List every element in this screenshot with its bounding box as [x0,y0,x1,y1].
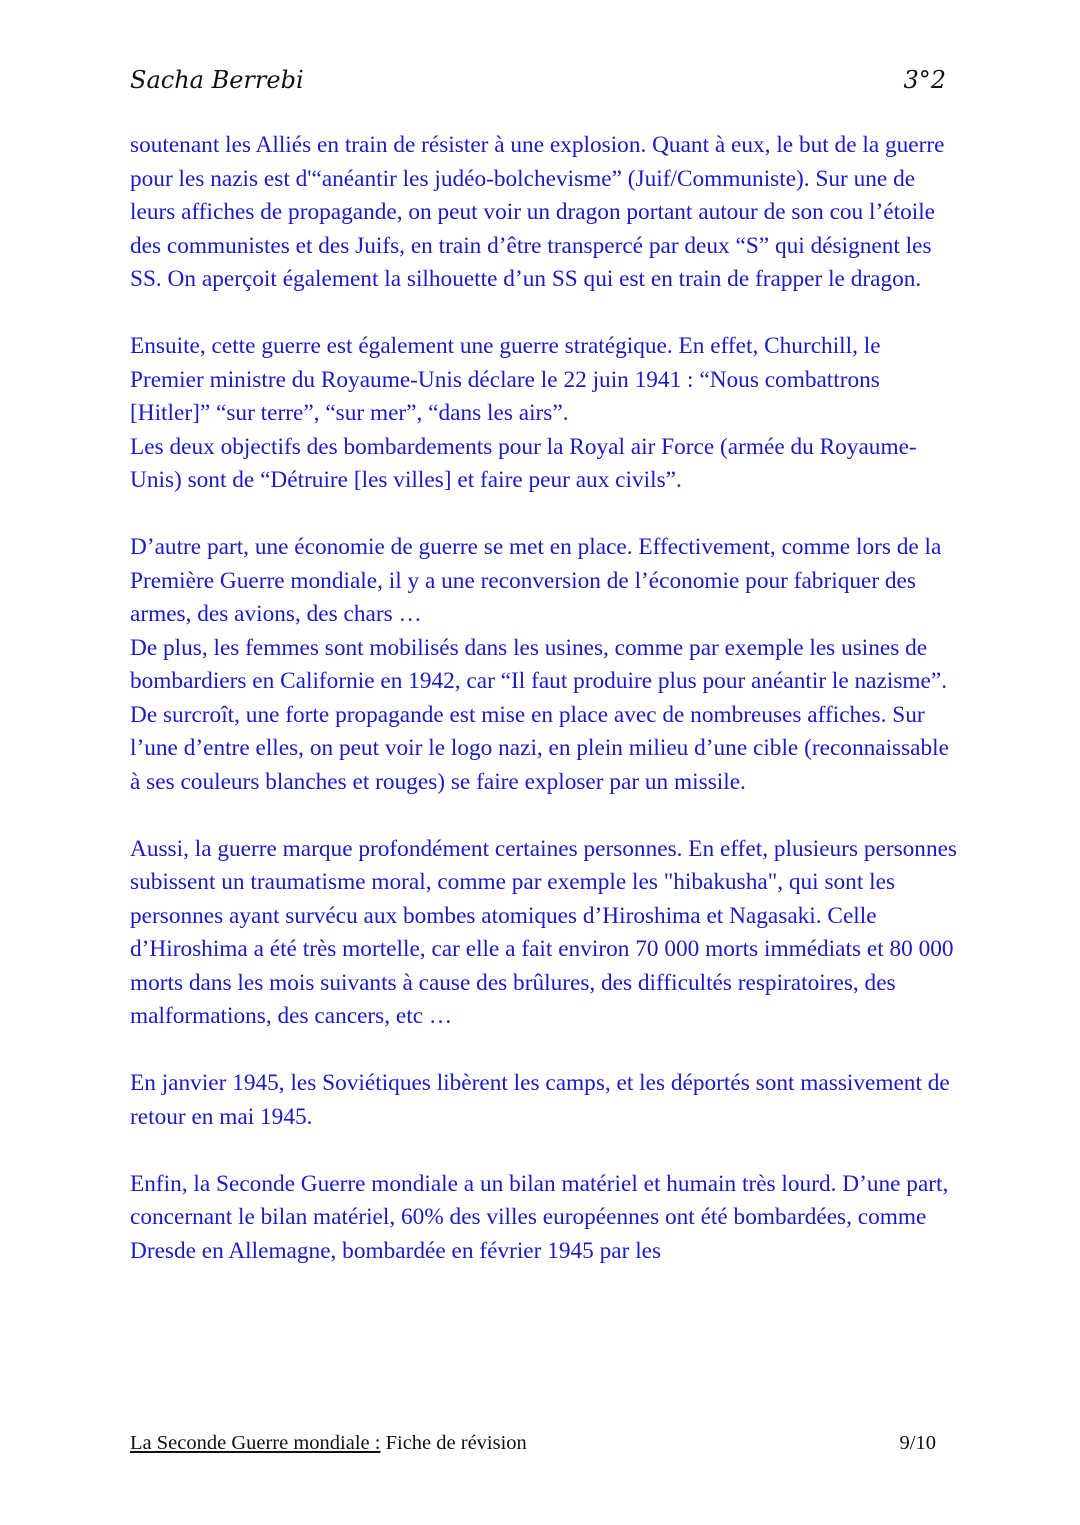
paragraph-war-toll: Enfin, la Seconde Guerre mondiale a un bilan matériel et humain très lourd. D’une part, concernant le bilan matériel, 60% des villes européennes ont été bombardées, comme Dresde en Allemagne, bombardée en février 1945 par les [130,1170,949,1264]
paragraph-war-economy: D’autre part, une économie de guerre se met en place. Effectivement, comme lors de la Première Guerre mondiale, il y a une reconversion de l’économie pour fabriquer des armes, des avions, des chars … [130,534,942,627]
paragraph-strategic-war: Ensuite, cette guerre est également une guerre stratégique. En effet, Churchill, le Premier ministre du Royaume-Unis déclare le 22 juin 1941 : “Nous combattrons [Hitler]” “sur terre”, “sur mer”, “dans les airs”. [130,333,881,426]
paragraph-propaganda: soutenant les Alliés en train de résister à une explosion. Quant à eux, le but de la guerre pour les nazis est d'“anéantir les judéo-bolchevisme” (Juif/Communiste). Sur une de leurs affiches de propagande, on peut voir un dragon portant autour de son cou l’étoile des communistes et des Juifs, en train d’être transpercé par deux “S” qui désignent les SS. On aperçoit également la silhouette d’un SS qui est en train de frapper le dragon. [130,132,945,292]
class-label: 3°2 [903,66,946,94]
page-number: 9/10 [899,1432,936,1454]
paragraph-camps-liberation: En janvier 1945, les Soviétiques libèrent les camps, et les déportés sont massivement de retour en mai 1945. [130,1070,950,1130]
footer-title-underlined: La Seconde Guerre mondiale : [130,1432,381,1454]
author-name: Sacha Berrebi [130,66,304,94]
footer-title-rest: Fiche de révision [380,1432,527,1454]
paragraph-raf-objectives: Les deux objectifs des bombardements pour la Royal air Force (armée du Royaume-Unis) sont de “Détruire [les villes] et faire peur aux civils”. [130,433,917,493]
footer-title [130,1432,527,1455]
paragraph-women-factories: De plus, les femmes sont mobilisés dans les usines, comme par exemple les usines de bombardiers en Californie en 1942, car “Il faut produire plus pour anéantir le nazisme”. [130,634,948,694]
document-body [130,129,960,1268]
paragraph-propaganda-posters: De surcroît, une forte propagande est mise en place avec de nombreuses affiches. Sur l’une d’entre elles, on peut voir le logo nazi, en plein milieu d’une cible (reconnaissable à ses couleurs blanches et rouges) se faire exploser par un missile. [130,701,949,795]
paragraph-hibakusha: Aussi, la guerre marque profondément certaines personnes. En effet, plusieurs personnes subissent un traumatisme moral, comme par exemple les "hibakusha", qui sont les personnes ayant survécu aux bombes atomiques d’Hiroshima et Nagasaki. Celle d’Hiroshima a été très mortelle, car elle a fait environ 70 000 morts immédiats et 80 000 morts dans les mois suivants à cause des brûlures, des difficultés respiratoires, des malformations, des cancers, etc … [130,835,957,1029]
